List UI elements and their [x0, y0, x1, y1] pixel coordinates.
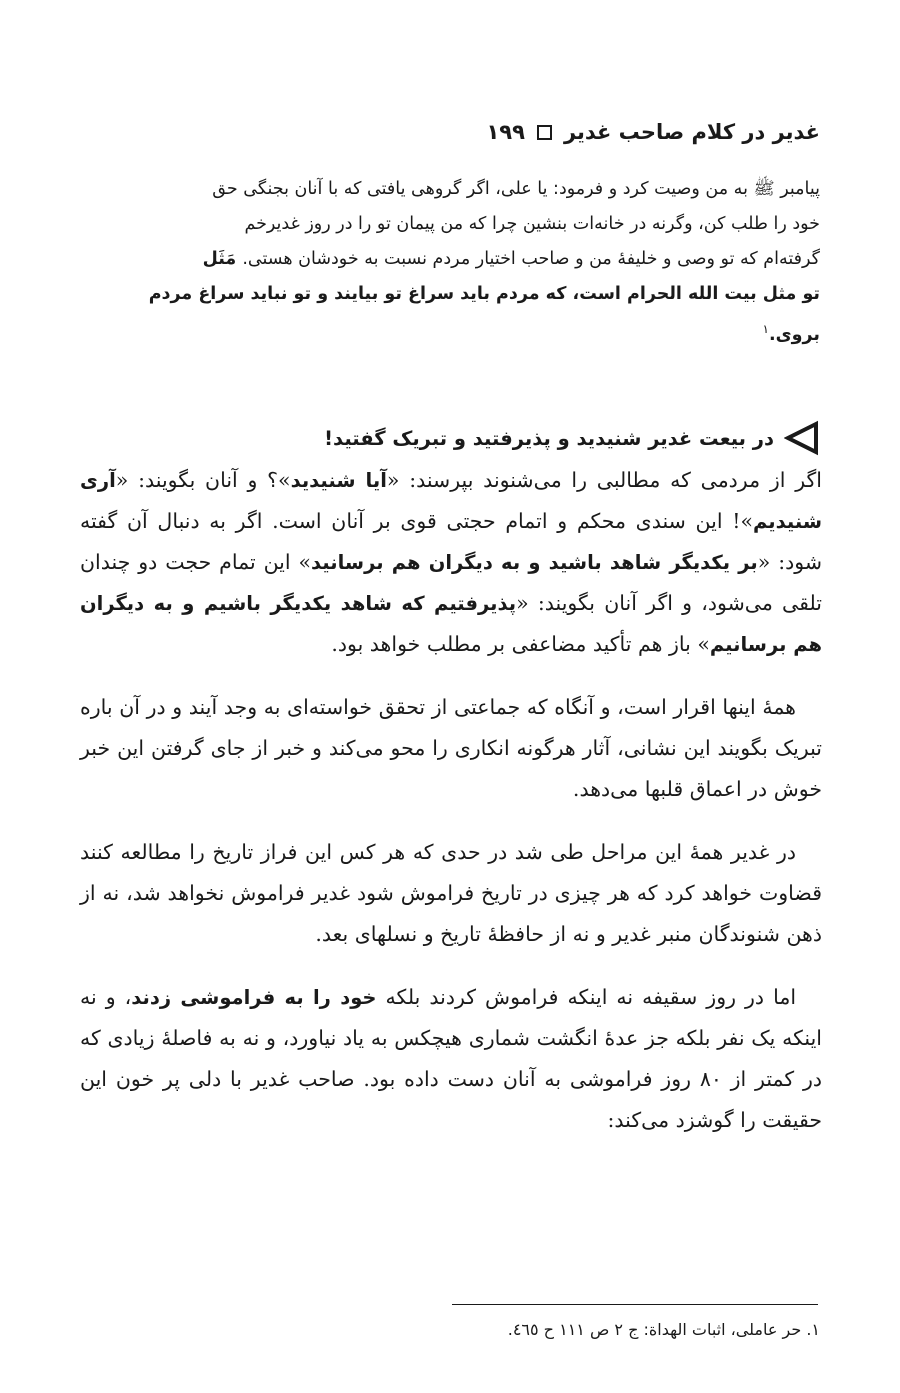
header-title: غدیر در کلام صاحب غدیر	[563, 120, 820, 144]
paragraph: اگر از مردمی که مطالبی را می‌شنوند بپرسند: «آیا شنیدید»؟ و آنان بگویند: «آری شنیدیم»! این سندی محکم و اتمام حجتی قوی بر آنان است. اگر به دنبال آن گفته شود: «بر یکدیگر شاهد باشید و به دیگران هم برسانید» این تمام حجت دو چندان تلقی می‌شود، و اگر آنان بگویند: «پذیرفتیم که شاهد یکدیگر باشیم و به دیگران هم برسانیم» باز هم تأکید مضاعفی بر مطلب خواهد بود.	[80, 468, 822, 656]
paragraph: در غدیر همهٔ این مراحل طی شد در حدی که هر کس این فراز تاریخ را مطالعه کنند قضاوت خواهد کرد که هر چیزی در تاریخ فراموش شود غدیر فراموش نخواهد شد، نه از ذهن شنوندگان منبر غدیر و نه از حافظهٔ تاریخ و نسلهای بعد.	[80, 840, 822, 946]
running-header	[90, 112, 820, 152]
section-heading-text: در بیعت غدیر شنیدید و پذیرفتید و تبریک گفتید!	[324, 426, 774, 450]
square-separator-icon	[537, 125, 552, 140]
quote-line: پیامبر ﷺ به من وصیت کرد و فرمود: یا علی، اگر گروهی یافتی که با آنان بجنگی حق	[212, 179, 820, 199]
page-number: ۱۹۹	[486, 120, 525, 144]
paragraph: اما در روز سقیفه نه اینکه فراموش کردند بلکه خود را به فراموشی زدند، و نه اینکه یک نفر بلکه جز عدهٔ انگشت شماری هیچکس به یاد نیاورد، و نه به فاصلهٔ زیادی که در کمتر از ۸۰ روز فراموشی به آنان دست داده بود. صاحب غدیر با دلی پر خون این حقیقت را گوشزد می‌کند:	[80, 985, 822, 1132]
paragraph: همهٔ اینها اقرار است، و آنگاه که جماعتی از تحقق خواسته‌ای به وجد آیند و در آن باره تبریک بگویند این نشانی، آثار هرگونه انکاری را محو می‌کند و خبر از جای گرفتن این خبر خوش در اعماق قلبها می‌دهد.	[80, 695, 822, 801]
quote-line: گرفته‌ام که تو وصی و خلیفهٔ من و صاحب اختیار مردم نسبت به خودشان هستی. مَثَل	[202, 249, 820, 269]
quote-line: خود را طلب کن، وگرنه در خانه‌ات بنشین چرا که من پیمان تو را در روز غدیرخم	[244, 214, 820, 234]
footnote-marker: ۱	[762, 322, 769, 336]
section-heading	[90, 420, 820, 456]
footnote-divider	[452, 1304, 818, 1305]
quote-line: تو مثل بیت الله الحرام است، که مردم باید سراغ تو بیایند و تو نباید سراغ مردم	[148, 284, 820, 304]
footnote: ۱. حر عاملی، اثبات الهداة: ج ۲ ص ۱۱۱ ح ٤٦٥.	[507, 1320, 820, 1339]
triangle-pointer-icon	[784, 420, 820, 456]
body-text	[80, 460, 822, 1163]
hadith-quote	[90, 172, 820, 353]
quote-line: بروی.$^۱$	[762, 322, 820, 345]
